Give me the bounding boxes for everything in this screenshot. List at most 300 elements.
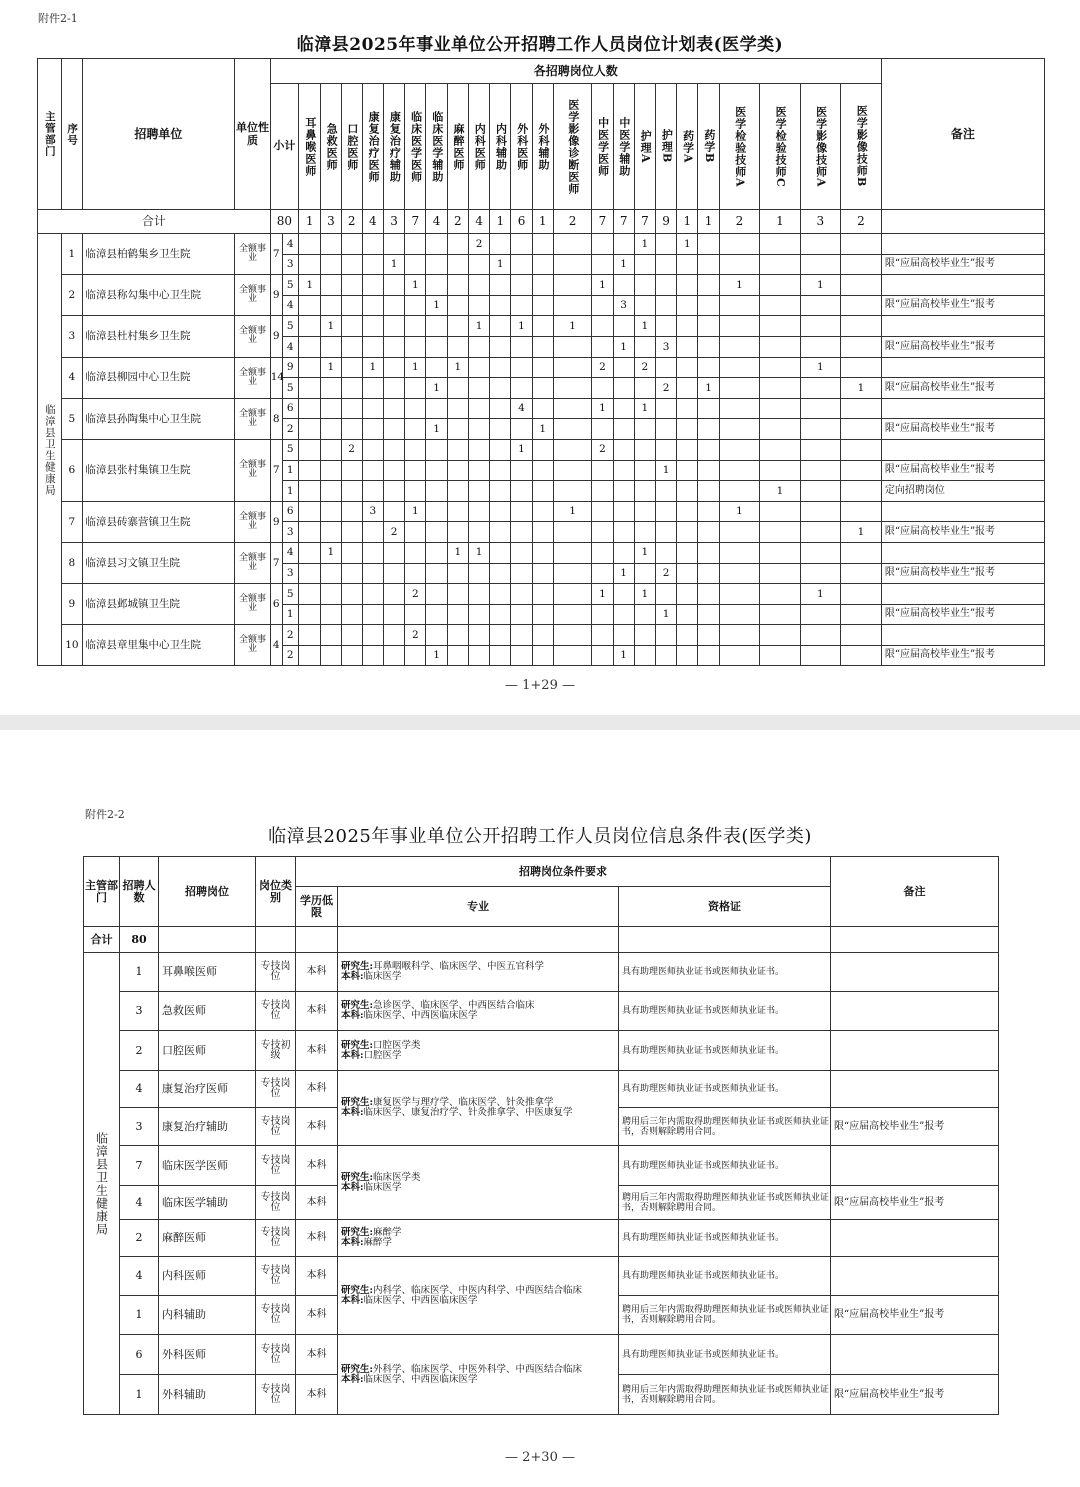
position-count	[760, 645, 800, 666]
position-count	[677, 522, 698, 543]
position-count	[321, 501, 341, 522]
edu-level: 本科	[296, 1186, 338, 1220]
post-count: 2	[120, 1031, 159, 1071]
header-position	[760, 84, 800, 210]
bach-majors: 麻醉学	[363, 1237, 393, 1248]
row-remark: 限“应届高校毕业生”报考	[881, 419, 1044, 440]
unit-count: 8	[270, 398, 282, 439]
position-count: 1	[321, 316, 341, 337]
position-label: 内科医师	[473, 122, 487, 171]
grad-label: 研究生:	[341, 1363, 374, 1375]
position-count	[532, 378, 553, 399]
bach-label: 本科:	[341, 971, 364, 982]
row-remark: 限“应届高校毕业生”报考	[831, 1186, 999, 1220]
post-category: 专技岗位	[256, 1146, 296, 1186]
position-count	[299, 336, 321, 357]
position-count	[362, 645, 383, 666]
position-label: 医学检验技师A	[733, 105, 747, 188]
position-count	[341, 357, 362, 378]
position-count	[800, 295, 840, 316]
position-count	[490, 542, 511, 563]
unit-seq: 1	[62, 234, 82, 275]
position-count	[613, 275, 634, 296]
position-count	[511, 501, 532, 522]
position-count	[613, 419, 634, 440]
position-count	[426, 275, 447, 296]
row-subtotal: 5	[282, 316, 298, 337]
post-category: 专技岗位	[256, 1108, 296, 1146]
header-position	[592, 84, 613, 210]
dept-cell	[84, 953, 120, 1415]
grad-label: 研究生:	[341, 1227, 374, 1238]
unit-name: 临漳县称勾集中心卫生院	[82, 275, 235, 316]
position-count	[426, 234, 447, 255]
cert-requirement: 具有助理医师执业证书或医师执业证书。	[619, 953, 831, 992]
position-count	[592, 336, 613, 357]
row-remark	[831, 1335, 999, 1375]
position-count	[592, 604, 613, 625]
position-count	[426, 501, 447, 522]
position-count	[677, 625, 698, 646]
grad-majors: 外科学、临床医学、中医外科学、中西医结合临床	[373, 1363, 583, 1375]
table-row	[84, 1257, 999, 1296]
position-count	[677, 316, 698, 337]
position-count	[613, 439, 634, 460]
table-row	[84, 1220, 999, 1257]
position-label: 护理B	[660, 129, 674, 164]
position-count	[383, 378, 404, 399]
grad-majors: 临床医学类	[373, 1171, 421, 1183]
position-count	[532, 316, 553, 337]
row-remark	[881, 234, 1044, 255]
header-category: 岗位类别	[256, 857, 296, 927]
position-count	[677, 563, 698, 584]
position-count	[677, 604, 698, 625]
major-bach	[341, 1296, 618, 1306]
row-remark	[831, 1257, 999, 1296]
row-subtotal: 2	[282, 625, 298, 646]
position-count	[656, 542, 677, 563]
position-count	[532, 645, 553, 666]
grad-majors: 内科学、临床医学、中医内科学、中西医结合临床	[373, 1284, 583, 1296]
table-row	[38, 542, 1045, 563]
position-count	[760, 439, 800, 460]
bach-majors: 口腔医学	[363, 1049, 402, 1061]
position-count	[511, 419, 532, 440]
position-count	[383, 645, 404, 666]
position-count: 1	[719, 275, 759, 296]
position-count	[341, 419, 362, 440]
post-count: 7	[120, 1146, 159, 1186]
position-count	[698, 316, 719, 337]
post-name: 麻醉医师	[159, 1220, 256, 1257]
position-count	[760, 378, 800, 399]
post-category: 专技岗位	[256, 1220, 296, 1257]
position-count	[553, 254, 591, 275]
position-count	[426, 563, 447, 584]
total-position-count: 6	[511, 210, 532, 234]
position-count: 1	[553, 501, 591, 522]
grad-label: 研究生:	[341, 961, 374, 972]
header-position	[362, 84, 383, 210]
position-count	[362, 254, 383, 275]
position-count	[592, 625, 613, 646]
position-count	[841, 584, 882, 605]
bach-majors: 临床医学、康复治疗学、针灸推拿学、中医康复学	[363, 1107, 573, 1118]
position-count	[677, 378, 698, 399]
position-count	[383, 460, 404, 481]
grad-majors: 康复医学与理疗学、临床医学、针灸推拿学	[373, 1097, 554, 1108]
post-category: 专技岗位	[256, 1335, 296, 1375]
header-condition-group: 招聘岗位条件要求	[296, 857, 831, 887]
post-category: 专技岗位	[256, 1257, 296, 1296]
position-count	[426, 625, 447, 646]
cert-requirement: 聘用后三年内需取得助理医师执业证书或医师执业证书，否则解除聘用合同。	[619, 1108, 831, 1146]
position-count	[592, 522, 613, 543]
position-count	[800, 481, 840, 502]
position-count	[321, 295, 341, 316]
position-count: 1	[405, 357, 426, 378]
header-post: 招聘岗位	[159, 857, 256, 927]
position-count	[719, 378, 759, 399]
position-count	[511, 336, 532, 357]
position-count	[468, 625, 489, 646]
position-count	[383, 316, 404, 337]
cert-requirement: 具有助理医师执业证书或医师执业证书。	[619, 1220, 831, 1257]
position-count	[841, 481, 882, 502]
position-count	[553, 625, 591, 646]
position-count	[321, 254, 341, 275]
position-count	[698, 481, 719, 502]
unit-nature: 全额事业	[235, 275, 270, 316]
position-count	[553, 584, 591, 605]
position-count	[362, 275, 383, 296]
position-count	[760, 625, 800, 646]
position-count	[321, 234, 341, 255]
position-count: 1	[800, 275, 840, 296]
position-count: 1	[613, 254, 634, 275]
table-row	[84, 992, 999, 1031]
position-count	[634, 275, 655, 296]
position-count	[656, 522, 677, 543]
position-count	[532, 460, 553, 481]
position-count	[841, 625, 882, 646]
position-count	[613, 460, 634, 481]
row-remark: 限“应届高校毕业生”报考	[881, 563, 1044, 584]
position-count	[468, 439, 489, 460]
position-count	[362, 481, 383, 502]
position-count	[532, 439, 553, 460]
edu-level: 本科	[296, 1146, 338, 1186]
position-count	[405, 419, 426, 440]
position-count: 2	[383, 522, 404, 543]
header-subtotal: 小计	[270, 84, 298, 210]
position-count	[447, 275, 468, 296]
position-count	[656, 398, 677, 419]
position-count: 1	[299, 275, 321, 296]
major-bach	[341, 1238, 618, 1248]
table-row	[84, 1031, 999, 1071]
position-count	[299, 460, 321, 481]
page-2	[0, 730, 1080, 1487]
position-count	[447, 645, 468, 666]
position-count	[592, 563, 613, 584]
grad-label: 研究生:	[341, 1171, 374, 1183]
unit-count: 9	[270, 501, 282, 542]
row-subtotal: 3	[282, 522, 298, 543]
row-remark	[881, 542, 1044, 563]
total-position-count: 1	[698, 210, 719, 234]
position-count	[841, 275, 882, 296]
edu-level: 本科	[296, 1296, 338, 1335]
position-count	[677, 254, 698, 275]
position-count	[362, 336, 383, 357]
position-count	[490, 563, 511, 584]
position-count	[841, 357, 882, 378]
post-name: 内科医师	[159, 1257, 256, 1296]
edu-level: 本科	[296, 953, 338, 992]
unit-nature: 全额事业	[235, 357, 270, 398]
edu-level: 本科	[296, 1108, 338, 1146]
position-count	[383, 419, 404, 440]
row-subtotal: 1	[282, 604, 298, 625]
position-count	[299, 439, 321, 460]
position-count	[613, 481, 634, 502]
row-remark: 限“应届高校毕业生”报考	[881, 645, 1044, 666]
position-count	[719, 357, 759, 378]
position-label: 中医学辅助	[617, 116, 631, 177]
position-count	[656, 481, 677, 502]
position-count	[553, 645, 591, 666]
header-position	[634, 84, 655, 210]
position-count	[341, 481, 362, 502]
unit-count: 7	[270, 234, 282, 275]
position-label: 外科医师	[515, 122, 529, 171]
header-unit: 招聘单位	[82, 59, 235, 210]
position-count	[321, 604, 341, 625]
position-count	[447, 336, 468, 357]
header-position	[405, 84, 426, 210]
position-count	[468, 501, 489, 522]
unit-count: 4	[270, 625, 282, 666]
position-count	[634, 378, 655, 399]
position-count	[719, 254, 759, 275]
position-count	[405, 336, 426, 357]
major-cell	[338, 1220, 619, 1257]
position-count	[341, 398, 362, 419]
total-position-count: 2	[719, 210, 759, 234]
row-subtotal: 9	[282, 357, 298, 378]
position-count	[613, 542, 634, 563]
post-name: 急救医师	[159, 992, 256, 1031]
row-remark	[831, 1071, 999, 1108]
position-count	[760, 316, 800, 337]
position-count	[468, 398, 489, 419]
position-count	[405, 481, 426, 502]
total-remark	[881, 210, 1044, 234]
position-count	[447, 522, 468, 543]
unit-nature: 全额事业	[235, 398, 270, 439]
header-position	[532, 84, 553, 210]
position-count	[719, 522, 759, 543]
position-count	[634, 460, 655, 481]
cert-requirement: 具有助理医师执业证书或医师执业证书。	[619, 1031, 831, 1071]
position-count	[553, 460, 591, 481]
bach-majors: 临床医学	[363, 1181, 402, 1193]
grad-label: 研究生:	[341, 1000, 374, 1011]
header-position	[613, 84, 634, 210]
position-count	[719, 584, 759, 605]
unit-count: 6	[270, 584, 282, 625]
position-count: 3	[362, 501, 383, 522]
position-count	[490, 275, 511, 296]
header-position	[800, 84, 840, 210]
position-count	[698, 398, 719, 419]
position-count	[490, 295, 511, 316]
position-count	[321, 645, 341, 666]
position-count: 1	[383, 254, 404, 275]
edu-level: 本科	[296, 992, 338, 1031]
position-count	[532, 254, 553, 275]
row-remark	[881, 584, 1044, 605]
position-count	[341, 275, 362, 296]
position-count: 1	[405, 501, 426, 522]
position-count	[490, 522, 511, 543]
position-count	[321, 563, 341, 584]
major-cell	[338, 1071, 619, 1146]
position-count	[677, 398, 698, 419]
cert-requirement: 具有助理医师执业证书或医师执业证书。	[619, 992, 831, 1031]
position-count	[677, 460, 698, 481]
position-count	[468, 563, 489, 584]
position-count	[719, 481, 759, 502]
row-remark: 定向招聘岗位	[881, 481, 1044, 502]
post-count: 1	[120, 953, 159, 992]
position-count	[634, 439, 655, 460]
position-count	[362, 460, 383, 481]
position-count	[341, 584, 362, 605]
position-count: 1	[447, 542, 468, 563]
row-remark	[881, 316, 1044, 337]
position-count	[321, 522, 341, 543]
header-nature: 单位性质	[235, 59, 270, 210]
position-count	[592, 481, 613, 502]
row-remark	[881, 398, 1044, 419]
post-category: 专技岗位	[256, 1375, 296, 1415]
position-count	[532, 275, 553, 296]
position-count	[511, 378, 532, 399]
position-count	[321, 584, 341, 605]
position-count	[841, 336, 882, 357]
position-count	[677, 295, 698, 316]
position-count	[656, 439, 677, 460]
position-count	[634, 481, 655, 502]
position-count	[321, 336, 341, 357]
row-remark: 限“应届高校毕业生”报考	[831, 1108, 999, 1146]
unit-name: 临漳县习文镇卫生院	[82, 542, 235, 583]
page-footer: — 1+29 —	[505, 678, 575, 693]
position-count: 1	[321, 357, 341, 378]
table-row	[38, 357, 1045, 378]
position-count	[613, 522, 634, 543]
position-count	[447, 316, 468, 337]
table-row	[84, 1335, 999, 1375]
position-count: 1	[634, 234, 655, 255]
position-count	[468, 481, 489, 502]
position-label: 医学影像诊断医师	[566, 98, 580, 195]
row-remark	[881, 439, 1044, 460]
position-count	[800, 501, 840, 522]
position-count	[511, 295, 532, 316]
position-count: 1	[656, 460, 677, 481]
post-name: 口腔医师	[159, 1031, 256, 1071]
row-subtotal: 5	[282, 378, 298, 399]
position-count	[447, 460, 468, 481]
total-subtotal: 80	[270, 210, 298, 234]
position-count	[677, 275, 698, 296]
position-count	[800, 604, 840, 625]
position-count	[592, 295, 613, 316]
unit-seq: 3	[62, 316, 82, 357]
total-position-count: 3	[800, 210, 840, 234]
position-count	[468, 378, 489, 399]
total-position-count: 9	[656, 210, 677, 234]
position-count	[592, 460, 613, 481]
position-count	[841, 542, 882, 563]
position-count: 1	[405, 275, 426, 296]
position-count	[447, 563, 468, 584]
position-count	[426, 604, 447, 625]
unit-name: 临漳县章里集中心卫生院	[82, 625, 235, 666]
position-count	[841, 234, 882, 255]
position-count	[592, 378, 613, 399]
position-count: 1	[362, 357, 383, 378]
position-count	[719, 604, 759, 625]
major-cell	[338, 992, 619, 1031]
position-count: 2	[405, 625, 426, 646]
position-count	[592, 234, 613, 255]
position-count	[760, 336, 800, 357]
total-position-count: 2	[341, 210, 362, 234]
edu-level: 本科	[296, 1375, 338, 1415]
position-count	[841, 501, 882, 522]
position-count: 1	[511, 316, 532, 337]
position-count	[800, 645, 840, 666]
row-remark	[831, 1220, 999, 1257]
position-count	[656, 316, 677, 337]
position-count	[613, 625, 634, 646]
position-count: 1	[634, 316, 655, 337]
position-count	[656, 254, 677, 275]
position-count	[553, 563, 591, 584]
total-position-count: 3	[383, 210, 404, 234]
row-remark	[831, 992, 999, 1031]
row-remark: 限“应届高校毕业生”报考	[831, 1375, 999, 1415]
position-count	[511, 481, 532, 502]
row-subtotal: 5	[282, 584, 298, 605]
position-count	[511, 460, 532, 481]
position-count	[490, 625, 511, 646]
position-count	[321, 275, 341, 296]
position-count	[656, 501, 677, 522]
position-count: 1	[841, 522, 882, 543]
position-count	[362, 378, 383, 399]
position-count: 1	[426, 378, 447, 399]
position-label: 临床医学辅助	[430, 110, 444, 183]
position-count	[760, 234, 800, 255]
position-count	[760, 295, 800, 316]
post-category: 专技岗位	[256, 992, 296, 1031]
